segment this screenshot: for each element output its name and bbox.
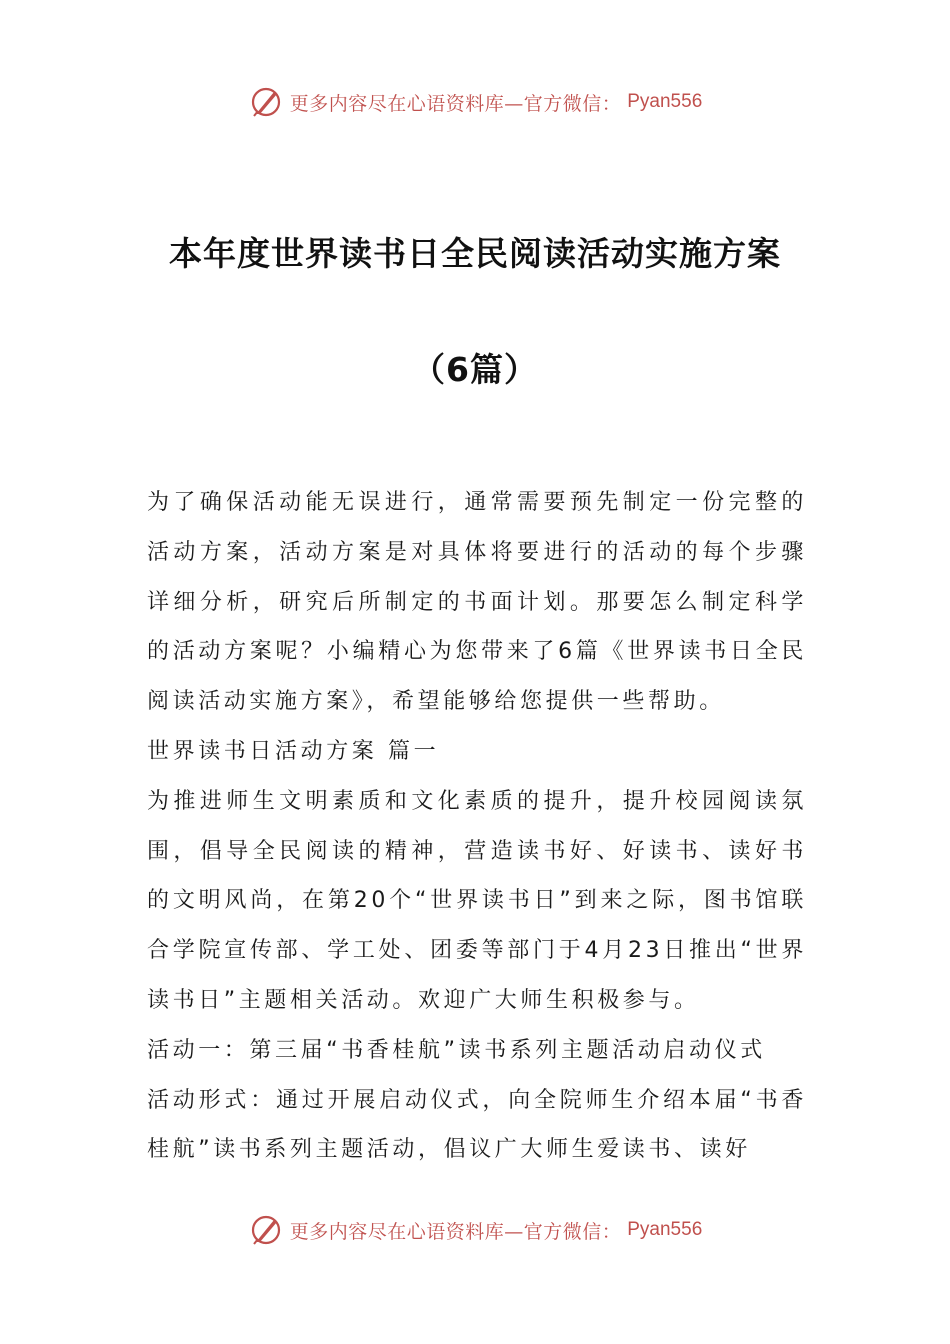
watermark-text: 更多内容尽在心语资料库—官方微信： xyxy=(289,92,622,115)
document-subtitle: （6篇） xyxy=(412,350,538,389)
watermark-footer xyxy=(0,1212,950,1248)
watermark-header xyxy=(0,84,950,120)
paragraph-activity-form: 活动形式：通过开展启动仪式，向全院师生介绍本届“书香桂航”读书系列主题活动，倡议广大师生爱读书、读好 xyxy=(147,1087,807,1163)
document-body xyxy=(147,478,807,1175)
watermark-handle: Pyan556 xyxy=(627,91,703,112)
quill-logo-icon xyxy=(248,1212,284,1248)
watermark-text: 更多内容尽在心语资料库—官方微信： xyxy=(289,1220,622,1243)
document-title: 本年度世界读书日全民阅读活动实施方案 xyxy=(169,234,781,273)
activity-heading: 活动一：第三届“书香桂航”读书系列主题活动启动仪式 xyxy=(147,1037,766,1063)
paragraph-intro: 为了确保活动能无误进行，通常需要预先制定一份完整的活动方案，活动方案是对具体将要进行的活动的每个步骤详细分析，研究后所制定的书面计划。那要怎么制定科学的活动方案呢？小编精心为您带来了6篇《世界读书日全民阅读活动实施方案》，希望能够给您提供一些帮助。 xyxy=(147,490,807,715)
section-heading: 世界读书日活动方案 篇一 xyxy=(147,738,440,764)
watermark-handle: Pyan556 xyxy=(627,1219,703,1240)
quill-logo-icon xyxy=(248,84,284,120)
paragraph-section-intro: 为推进师生文明素质和文化素质的提升，提升校园阅读氛围，倡导全民阅读的精神，营造读书好、好读书、读好书的文明风尚，在第20个“世界读书日”到来之际，图书馆联合学院宣传部、学工处、团委等部门于4月23日推出“世界读书日”主题相关活动。欢迎广大师生积极参与。 xyxy=(147,788,807,1013)
